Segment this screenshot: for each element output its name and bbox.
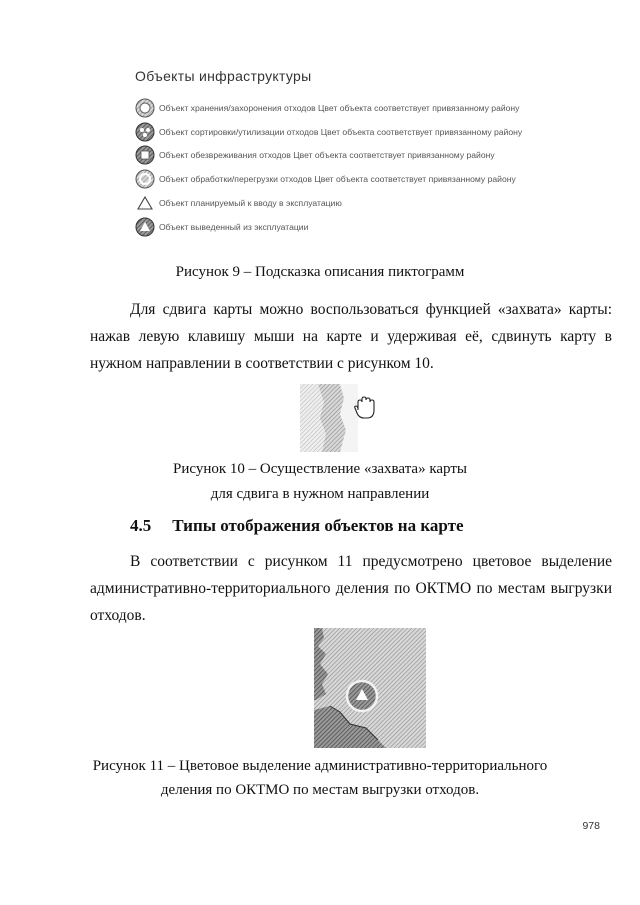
figure-10-map-grab-image bbox=[300, 384, 384, 452]
legend-item-text: Объект выведенный из эксплуатации bbox=[159, 221, 309, 232]
legend-item bbox=[135, 191, 585, 215]
legend-item bbox=[135, 167, 585, 191]
storage-object-icon bbox=[135, 98, 155, 118]
legend-item bbox=[135, 144, 585, 168]
figure-9-caption: Рисунок 9 – Подсказка описания пиктограмм bbox=[175, 264, 465, 280]
legend-item-text: Объект обезвреживания отходов Цвет объекта соответствует привязанному району bbox=[159, 150, 495, 161]
processing-object-icon bbox=[135, 169, 155, 189]
legend-item-text: Объект сортировки/утилизации отходов Цвет объекта соответствует привязанному району bbox=[159, 126, 523, 137]
legend-item bbox=[135, 96, 585, 120]
sorting-object-icon bbox=[135, 122, 155, 142]
legend-title: Объекты инфраструктуры bbox=[135, 68, 312, 84]
legend-item-text: Объект планируемый к вводу в эксплуатацию bbox=[159, 198, 342, 209]
section-title: Типы отображения объектов на карте bbox=[172, 516, 464, 535]
planned-object-triangle-icon bbox=[135, 193, 155, 213]
legend-item-text: Объект хранения/захоронения отходов Цвет объекта соответствует привязанному району bbox=[159, 102, 520, 113]
figure-11-caption-line2: деления по ОКТМО по местам выгрузки отходов. bbox=[160, 782, 480, 798]
map-object-marker-icon bbox=[347, 681, 377, 711]
figure-10-caption-line1: Рисунок 10 – Осуществление «захвата» карты bbox=[172, 461, 467, 477]
section-number: 4.5 bbox=[130, 516, 152, 535]
paragraph-color-highlight: В соответствии с рисунком 11 предусмотрено цветовое выделение административно-территориального деления по ОКТМО по местам выгрузки отходов. bbox=[90, 553, 612, 624]
legend-item-text: Объект обработки/перегрузки отходов Цвет объекта соответствует привязанному району bbox=[159, 174, 516, 185]
figure-10-caption-line2: для сдвига в нужном направлении bbox=[210, 486, 430, 502]
figure-11-caption-line1: Рисунок 11 – Цветовое выделение административно-территориального bbox=[92, 758, 548, 774]
paragraph-map-drag: Для сдвига карты можно воспользоваться функцией «захвата» карты: нажав левую клавишу мыши на карте и удерживая её, сдвинуть карту в нужном направлении в соответствии с рисунком 10. bbox=[90, 301, 612, 372]
page-number: 978 bbox=[582, 820, 600, 832]
neutralization-object-icon bbox=[135, 145, 155, 165]
legend-panel bbox=[135, 68, 585, 239]
decommissioned-object-icon bbox=[135, 217, 155, 237]
figure-11-map-color-image bbox=[314, 628, 426, 748]
legend-item bbox=[135, 215, 585, 239]
section-heading bbox=[130, 516, 464, 536]
legend-item bbox=[135, 120, 585, 144]
